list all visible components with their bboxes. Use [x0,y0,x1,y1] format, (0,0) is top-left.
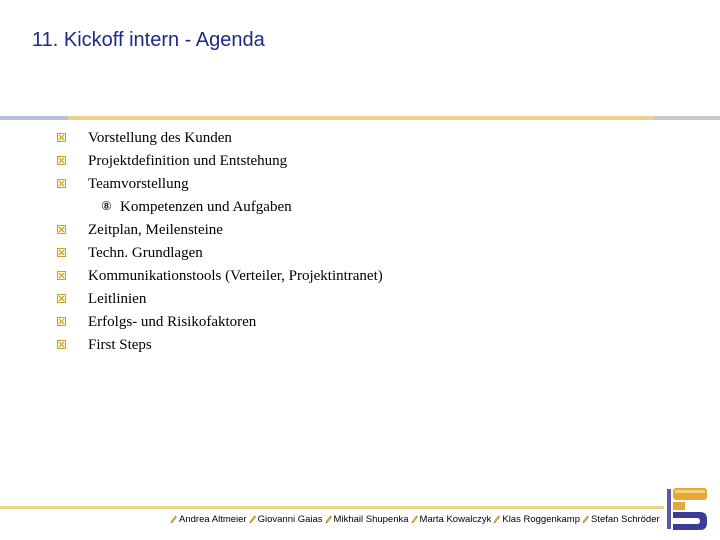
team-logo-icon [666,486,710,532]
list-item [0,266,720,289]
bullet-icon [57,225,66,234]
bullet-icon [57,294,66,303]
bullet-icon [57,156,66,165]
agenda-item-label: Erfolgs- und Risikofaktoren [88,314,257,330]
pencil-icon [249,515,256,524]
bullet-icon [57,248,66,257]
bullet-icon [57,133,66,142]
author-name: Andrea Altmeier [179,514,247,525]
bullet-icon [57,317,66,326]
sub-list-item [0,197,720,220]
agenda-item-label: Techn. Grundlagen [88,245,203,261]
bullet-icon [57,340,66,349]
author-name: Marta Kowalczyk [419,514,492,525]
title-underline [0,116,720,120]
underline-blue-segment [0,116,68,120]
list-item [0,243,720,266]
list-item [0,128,720,151]
pencil-icon [325,515,332,524]
agenda-item-label: Vorstellung des Kunden [88,130,232,146]
agenda-item-label: Kommunikationstools (Verteiler, Projektintranet) [88,268,383,284]
author-name: Stefan Schröder [591,514,660,525]
underline-grey-segment [654,116,720,120]
list-item [0,289,720,312]
list-item [0,220,720,243]
agenda-item-label: Zeitplan, Meilensteine [88,222,223,238]
agenda-subitem-label: Kompetenzen und Aufgaben [120,199,292,215]
list-item [0,174,720,197]
list-item [0,151,720,174]
list-item [0,335,720,358]
list-item [0,312,720,335]
agenda-item-label: Projektdefinition und Entstehung [88,153,288,169]
footer-divider [0,506,664,509]
underline-gold-segment [68,116,654,120]
bullet-icon [57,179,66,188]
footer-authors [168,514,668,525]
agenda-item-label: Teamvorstellung [88,176,189,192]
author-name: Mikhail Shupenka [333,514,409,525]
pencil-icon [582,515,589,524]
author-name: Giovanni Gaias [257,514,323,525]
pencil-icon [170,515,177,524]
sub-bullet-icon: ⑧ [101,199,112,213]
slide-title: 11. Kickoff intern - Agenda [32,29,265,51]
agenda-list [0,128,720,358]
pencil-icon [411,515,418,524]
agenda-item-label: First Steps [88,337,152,353]
bullet-icon [57,271,66,280]
pencil-icon [493,515,500,524]
agenda-item-label: Leitlinien [88,291,147,307]
author-name: Klas Roggenkamp [502,514,580,525]
